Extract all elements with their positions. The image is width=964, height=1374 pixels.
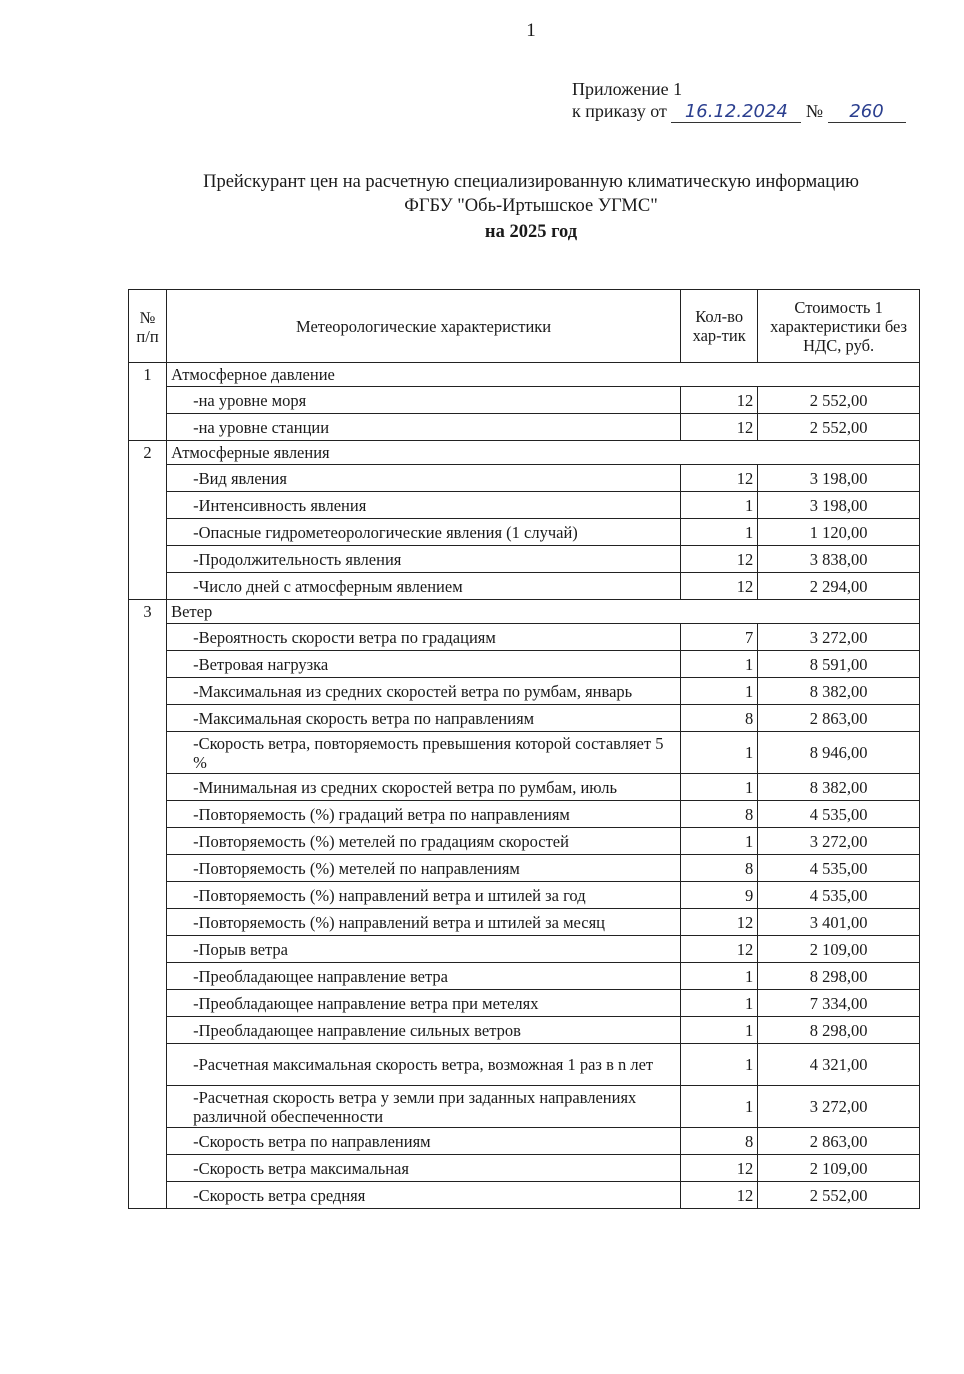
characteristic-qty: 8 — [681, 855, 758, 882]
characteristic-cost: 4 535,00 — [758, 882, 920, 909]
table-header-row — [129, 290, 920, 363]
order-number: 260 — [849, 101, 884, 122]
characteristic-name: -Скорость ветра по направлениям — [167, 1128, 681, 1155]
characteristic-name: -Число дней с атмосферным явлением — [167, 573, 681, 600]
characteristic-cost: 8 591,00 — [758, 651, 920, 678]
table-row — [129, 1128, 920, 1155]
characteristic-name: -Максимальная из средних скоростей ветра по румбам, январь — [167, 678, 681, 705]
characteristic-name: -Повторяемость (%) метелей по градациям скоростей — [167, 828, 681, 855]
characteristic-name: -Порыв ветра — [167, 936, 681, 963]
characteristic-cost: 8 298,00 — [758, 963, 920, 990]
document-title — [0, 170, 964, 244]
characteristic-cost: 8 298,00 — [758, 1017, 920, 1044]
table-row — [129, 651, 920, 678]
section-title: Атмосферные явления — [167, 441, 920, 465]
characteristic-qty: 7 — [681, 624, 758, 651]
characteristic-name: -Преобладающее направление ветра — [167, 963, 681, 990]
characteristic-name: -Повторяемость (%) градаций ветра по направлениям — [167, 801, 681, 828]
characteristic-name: -Преобладающее направление ветра при метелях — [167, 990, 681, 1017]
order-date-field — [671, 101, 801, 123]
characteristic-cost: 4 321,00 — [758, 1044, 920, 1086]
characteristic-qty: 8 — [681, 705, 758, 732]
characteristic-name: -Максимальная скорость ветра по направлениям — [167, 705, 681, 732]
table-row — [129, 909, 920, 936]
characteristic-cost: 2 863,00 — [758, 705, 920, 732]
characteristic-name: -Повторяемость (%) направлений ветра и штилей за месяц — [167, 909, 681, 936]
table-row — [129, 1182, 920, 1209]
characteristic-cost: 3 401,00 — [758, 909, 920, 936]
characteristic-cost: 1 120,00 — [758, 519, 920, 546]
characteristic-cost: 3 272,00 — [758, 624, 920, 651]
characteristic-name: -Ветровая нагрузка — [167, 651, 681, 678]
characteristic-cost: 8 946,00 — [758, 732, 920, 774]
characteristic-cost: 8 382,00 — [758, 774, 920, 801]
characteristic-qty: 12 — [681, 1182, 758, 1209]
characteristic-qty: 12 — [681, 936, 758, 963]
characteristic-name: -Опасные гидрометеорологические явления (1 случай) — [167, 519, 681, 546]
characteristic-qty: 1 — [681, 678, 758, 705]
header-num: № п/п — [129, 290, 167, 363]
section-number: 1 — [129, 363, 167, 441]
characteristic-cost: 4 535,00 — [758, 855, 920, 882]
characteristic-name: -Продолжительность явления — [167, 546, 681, 573]
characteristic-cost: 2 109,00 — [758, 1155, 920, 1182]
header-cost: Стоимость 1 характеристики без НДС, руб. — [758, 290, 920, 363]
characteristic-name: -Вид явления — [167, 465, 681, 492]
number-sign: № — [805, 101, 824, 121]
appendix-title: Приложение 1 — [572, 79, 683, 99]
characteristic-qty: 1 — [681, 1017, 758, 1044]
table-row — [129, 1044, 920, 1086]
order-number-field — [828, 101, 906, 123]
characteristic-cost: 3 198,00 — [758, 492, 920, 519]
characteristic-cost: 8 382,00 — [758, 678, 920, 705]
table-row — [129, 465, 920, 492]
characteristic-name: -Скорость ветра, повторяемость превышения которой составляет 5 % — [167, 732, 681, 774]
characteristic-cost: 3 272,00 — [758, 1086, 920, 1128]
characteristic-name: -на уровне моря — [167, 387, 681, 414]
table-row — [129, 624, 920, 651]
section-title: Атмосферное давление — [167, 363, 920, 387]
characteristic-qty: 8 — [681, 1128, 758, 1155]
characteristic-cost: 2 552,00 — [758, 387, 920, 414]
characteristic-name: -на уровне станции — [167, 414, 681, 441]
table-row — [129, 774, 920, 801]
characteristic-qty: 1 — [681, 774, 758, 801]
characteristic-name: -Скорость ветра максимальная — [167, 1155, 681, 1182]
table-row — [129, 855, 920, 882]
characteristic-cost: 2 552,00 — [758, 1182, 920, 1209]
title-line-3: на 2025 год — [484, 222, 578, 242]
table-row — [129, 546, 920, 573]
characteristic-cost: 2 863,00 — [758, 1128, 920, 1155]
characteristic-qty: 12 — [681, 414, 758, 441]
header-qty: Кол-во хар-тик — [681, 290, 758, 363]
table-row — [129, 963, 920, 990]
table-row — [129, 882, 920, 909]
table-row — [129, 936, 920, 963]
section-row — [129, 363, 920, 387]
title-line-1: Прейскурант цен на расчетную специализированную климатическую информацию — [203, 172, 859, 192]
characteristic-cost: 2 109,00 — [758, 936, 920, 963]
order-prefix: к приказу от — [572, 101, 667, 121]
page-number: 1 — [526, 20, 536, 41]
characteristic-cost: 4 535,00 — [758, 801, 920, 828]
table-row — [129, 519, 920, 546]
table-row — [129, 705, 920, 732]
characteristic-cost: 3 272,00 — [758, 828, 920, 855]
characteristic-qty: 1 — [681, 1044, 758, 1086]
characteristic-cost: 2 294,00 — [758, 573, 920, 600]
characteristic-qty: 1 — [681, 963, 758, 990]
characteristic-name: -Повторяемость (%) метелей по направлениям — [167, 855, 681, 882]
characteristic-name: -Повторяемость (%) направлений ветра и штилей за год — [167, 882, 681, 909]
characteristic-qty: 12 — [681, 465, 758, 492]
section-number: 2 — [129, 441, 167, 600]
table-row — [129, 1017, 920, 1044]
table-row — [129, 414, 920, 441]
characteristic-name: -Расчетная скорость ветра у земли при заданных направлениях различной обеспеченности — [167, 1086, 681, 1128]
characteristic-qty: 8 — [681, 801, 758, 828]
characteristic-name: -Расчетная максимальная скорость ветра, возможная 1 раз в n лет — [167, 1044, 681, 1086]
table-row — [129, 387, 920, 414]
characteristic-qty: 1 — [681, 828, 758, 855]
price-table — [128, 289, 920, 1209]
characteristic-qty: 1 — [681, 732, 758, 774]
table-row — [129, 492, 920, 519]
appendix-block — [572, 78, 906, 122]
characteristic-name: -Скорость ветра средняя — [167, 1182, 681, 1209]
characteristic-name: -Минимальная из средних скоростей ветра по румбам, июль — [167, 774, 681, 801]
title-line-2: ФГБУ "Обь-Иртышское УГМС" — [404, 196, 658, 216]
characteristic-qty: 12 — [681, 387, 758, 414]
characteristic-qty: 12 — [681, 1155, 758, 1182]
characteristic-cost: 7 334,00 — [758, 990, 920, 1017]
table-row — [129, 573, 920, 600]
characteristic-name: -Интенсивность явления — [167, 492, 681, 519]
characteristic-cost: 3 198,00 — [758, 465, 920, 492]
table-row — [129, 732, 920, 774]
characteristic-qty: 1 — [681, 1086, 758, 1128]
section-row — [129, 441, 920, 465]
table-row — [129, 678, 920, 705]
characteristic-cost: 3 838,00 — [758, 546, 920, 573]
characteristic-qty: 1 — [681, 492, 758, 519]
characteristic-qty: 1 — [681, 651, 758, 678]
header-name: Метеорологические характеристики — [167, 290, 681, 363]
section-row — [129, 600, 920, 624]
table-row — [129, 1155, 920, 1182]
section-title: Ветер — [167, 600, 920, 624]
order-reference — [572, 100, 906, 122]
table-row — [129, 828, 920, 855]
characteristic-name: -Преобладающее направление сильных ветров — [167, 1017, 681, 1044]
characteristic-qty: 1 — [681, 519, 758, 546]
characteristic-cost: 2 552,00 — [758, 414, 920, 441]
table-row — [129, 801, 920, 828]
table-row — [129, 990, 920, 1017]
characteristic-qty: 12 — [681, 909, 758, 936]
table-row — [129, 1086, 920, 1128]
order-date: 16.12.2024 — [684, 101, 788, 122]
section-number: 3 — [129, 600, 167, 1209]
characteristic-qty: 12 — [681, 573, 758, 600]
characteristic-qty: 9 — [681, 882, 758, 909]
table-body — [129, 363, 920, 1209]
characteristic-qty: 1 — [681, 990, 758, 1017]
characteristic-qty: 12 — [681, 546, 758, 573]
characteristic-name: -Вероятность скорости ветра по градациям — [167, 624, 681, 651]
